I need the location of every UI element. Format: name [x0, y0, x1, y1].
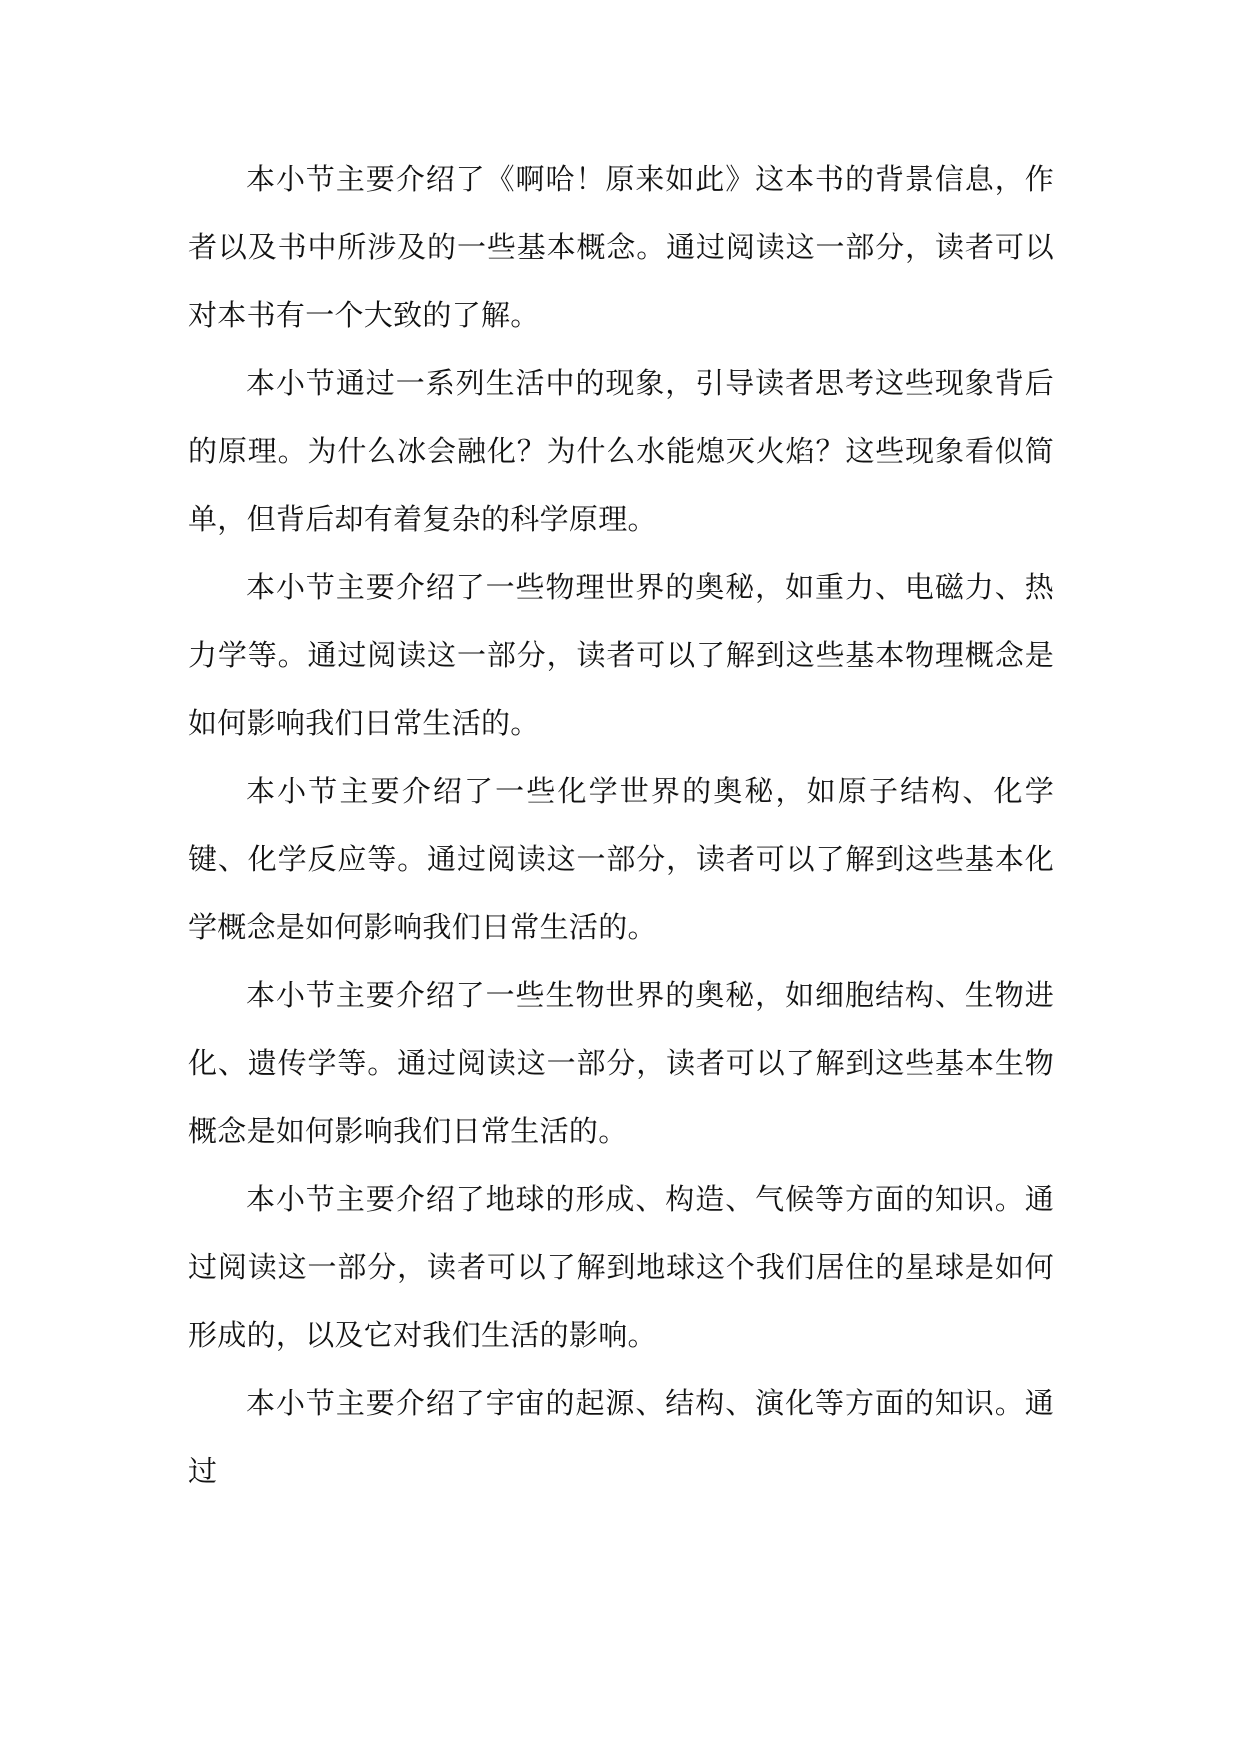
document-body — [188, 145, 1054, 1505]
paragraph-7: 本小节主要介绍了宇宙的起源、结构、演化等方面的知识。通过 — [188, 1386, 1054, 1488]
paragraph-2: 本小节通过一系列生活中的现象，引导读者思考这些现象背后的原理。为什么冰会融化？为什么水能熄灭火焰？这些现象看似简单，但背后却有着复杂的科学原理。 — [188, 366, 1054, 536]
paragraph-4: 本小节主要介绍了一些化学世界的奥秘，如原子结构、化学键、化学反应等。通过阅读这一部分，读者可以了解到这些基本化学概念是如何影响我们日常生活的。 — [188, 774, 1054, 944]
paragraph-5: 本小节主要介绍了一些生物世界的奥秘，如细胞结构、生物进化、遗传学等。通过阅读这一部分，读者可以了解到这些基本生物概念是如何影响我们日常生活的。 — [188, 978, 1054, 1148]
paragraph-1: 本小节主要介绍了《啊哈！原来如此》这本书的背景信息，作者以及书中所涉及的一些基本概念。通过阅读这一部分，读者可以对本书有一个大致的了解。 — [188, 162, 1054, 332]
paragraph-6: 本小节主要介绍了地球的形成、构造、气候等方面的知识。通过阅读这一部分，读者可以了解到地球这个我们居住的星球是如何形成的，以及它对我们生活的影响。 — [188, 1182, 1054, 1352]
paragraph-3: 本小节主要介绍了一些物理世界的奥秘，如重力、电磁力、热力学等。通过阅读这一部分，读者可以了解到这些基本物理概念是如何影响我们日常生活的。 — [188, 570, 1054, 740]
